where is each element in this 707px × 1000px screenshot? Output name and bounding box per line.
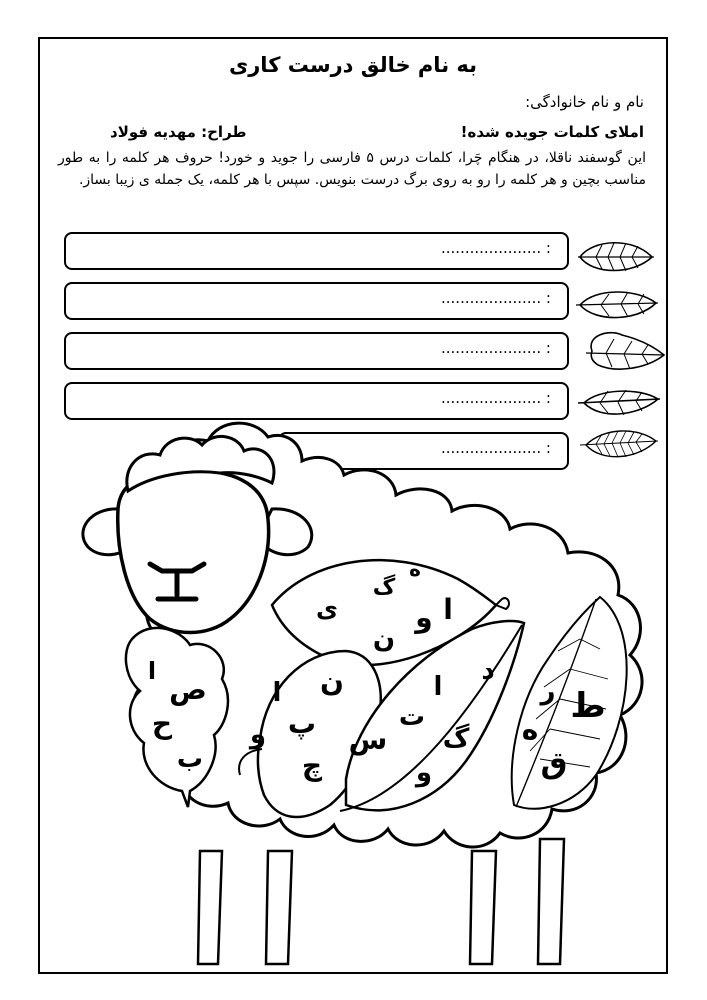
worksheet-illustration: [40, 39, 666, 972]
sheep-illustration: [83, 423, 642, 964]
leaf-letter: ی: [316, 595, 338, 623]
leaf-letter: ن: [320, 665, 344, 698]
leaf-letter: ا: [147, 657, 157, 685]
answer-placeholder: ..................... :: [441, 389, 551, 407]
leaf-letter: ص: [169, 673, 207, 706]
leaf-letter: ق: [540, 746, 568, 781]
answer-placeholder: ..................... :: [441, 339, 551, 357]
leaf-icon: [576, 292, 658, 318]
name-label: نام و نام خانوادگی:: [525, 93, 644, 111]
leaf-letter: گ: [372, 575, 396, 600]
leaf-letter: ه: [409, 557, 421, 581]
leaf-icon: [578, 243, 654, 271]
leaf-letter: ه: [521, 713, 539, 746]
answer-placeholder: ..................... :: [441, 239, 551, 257]
leaf-letter: ا: [272, 678, 282, 708]
worksheet-page: [38, 37, 668, 974]
leaf-letter: د: [481, 656, 495, 686]
leaf-letter: پ: [287, 707, 317, 740]
leaf-letter: گ: [442, 724, 470, 754]
leaf-icon: [578, 390, 660, 415]
leaf-letter: ط: [570, 686, 606, 726]
leaf-letter: ر: [540, 676, 556, 706]
leaf-letter: و: [415, 758, 433, 788]
leaf-letter: ب: [176, 744, 204, 774]
leaf-letter: س: [348, 723, 388, 756]
leaf-letter: ح: [151, 707, 173, 740]
leaf-letter: ا: [433, 672, 443, 702]
page-title: به نام خالق درست کاری: [228, 53, 478, 77]
leaf-icon: [580, 431, 658, 457]
answer-placeholder: ..................... :: [441, 439, 551, 457]
instructions-text: این گوسفند ناقلا، در هنگام چَرا، کلمات درس ۵ فارسی را جوید و خورد! حروف هر کلمه را به طور مناسب بچین و هر کلمه را رو به روی برگ درست بنویس. سپس با هر کلمه، یک جمله ی زیبا بساز.: [58, 150, 646, 188]
leaf-letter: و: [415, 601, 433, 634]
answer-placeholder: ..................... :: [441, 289, 551, 307]
designer-credit: طراح: مهدیه فولاد: [110, 123, 247, 141]
leaf-icon: [586, 333, 664, 369]
leaf-letter: و: [249, 720, 267, 750]
leaf-letter: ن: [372, 624, 396, 654]
leaf-letter: ت: [398, 702, 426, 732]
worksheet-subtitle: املای کلمات جویده شده!: [460, 123, 644, 141]
leaf-letter: چ: [301, 749, 323, 782]
leaf-letter: ا: [443, 593, 453, 626]
